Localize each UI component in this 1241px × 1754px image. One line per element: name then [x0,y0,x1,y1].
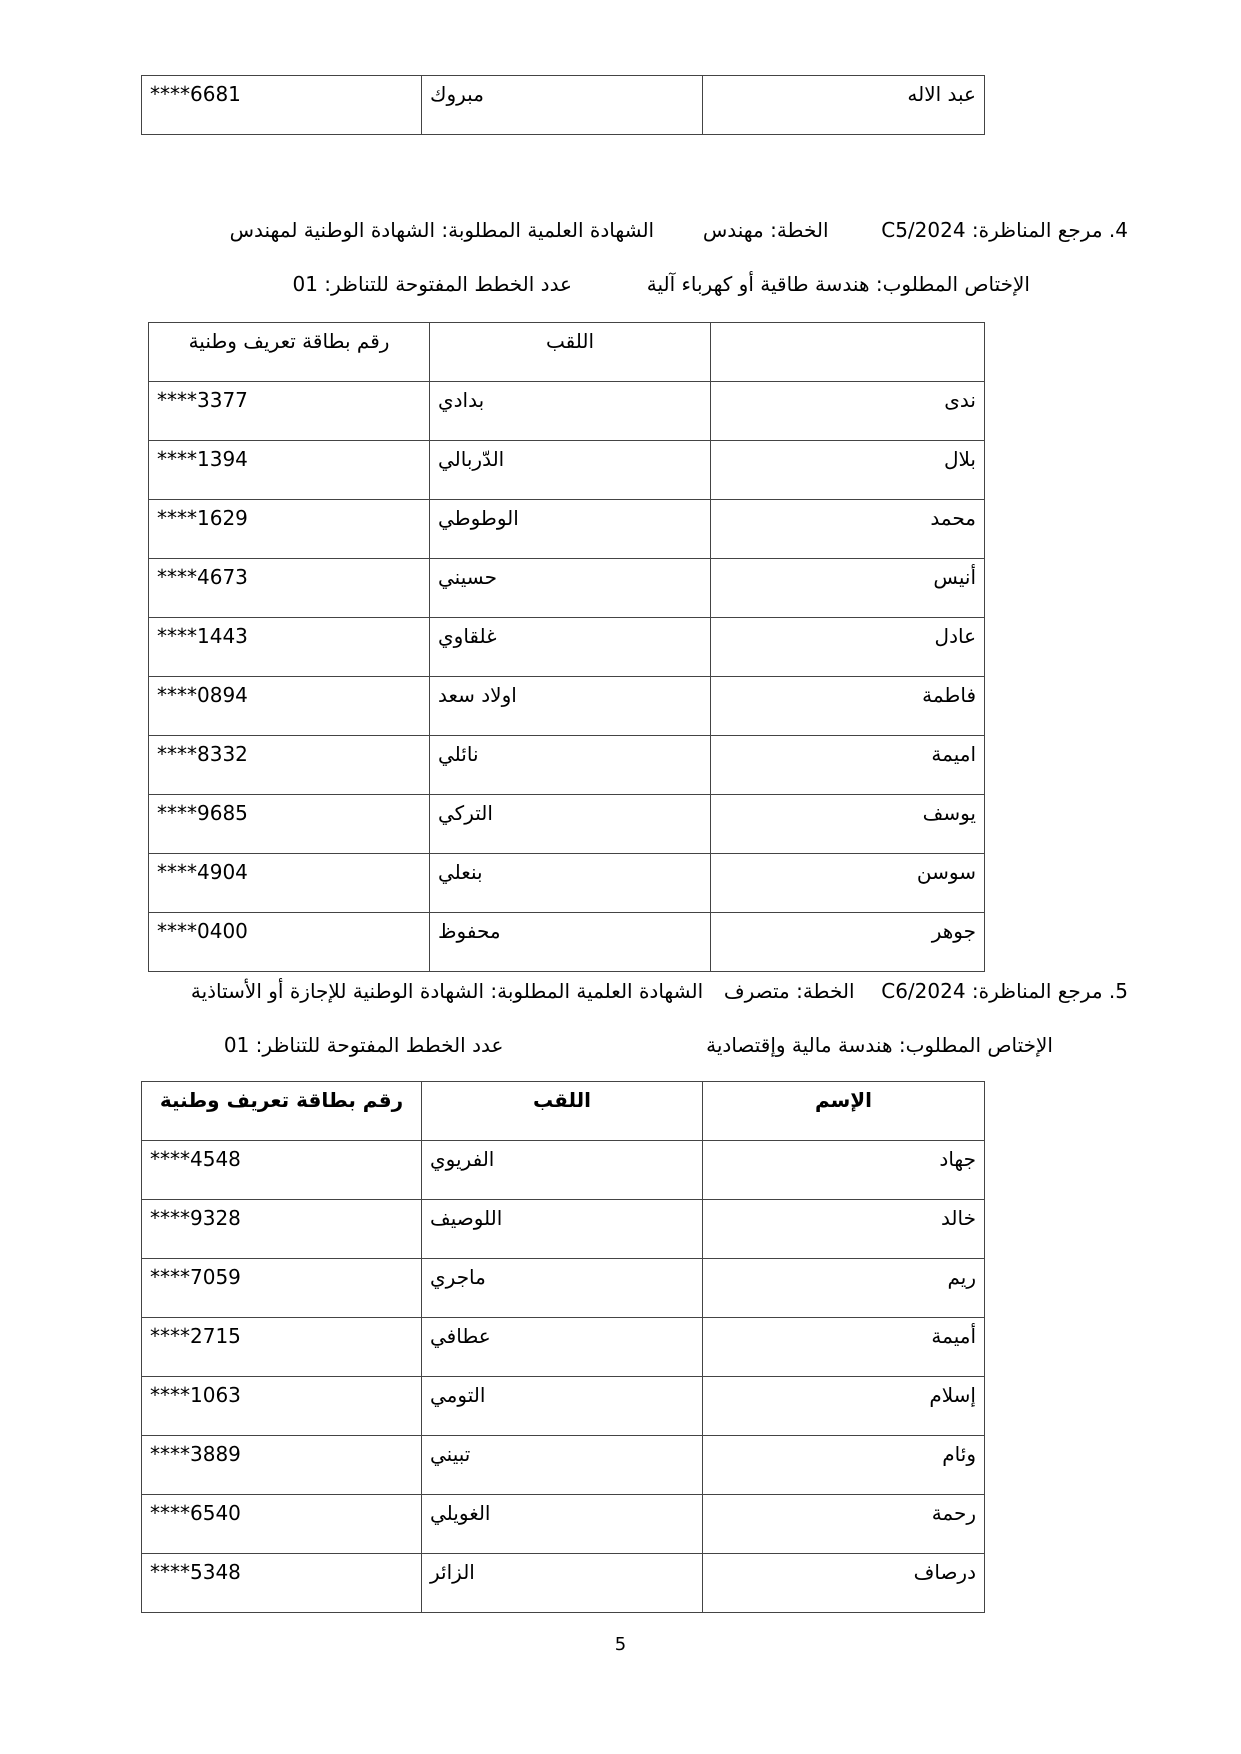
header-id-number: رقم بطاقة تعريف وطنية [149,323,430,382]
cell-id-number: ****0894 [149,677,430,736]
cell-id-number: ****9685 [149,795,430,854]
cell-surname: محفوظ [430,913,711,972]
cell-name: وئام [703,1436,985,1495]
cell-name: ندى [711,382,985,441]
cell-id-number: ****0400 [149,913,430,972]
table-row [149,854,985,913]
cell-surname: ماجري [422,1259,703,1318]
cell-id-number: ****4904 [149,854,430,913]
top-candidates-table [141,75,985,135]
cell-name: اميمة [711,736,985,795]
cell-name: يوسف [711,795,985,854]
cell-name: سوسن [711,854,985,913]
cell-name: بلال [711,441,985,500]
cell-surname: بنعلي [430,854,711,913]
table-row [149,382,985,441]
cell-name: خالد [703,1200,985,1259]
table-row [142,1259,985,1318]
header-surname: اللقب [422,1082,703,1141]
cell-id-number: ****4673 [149,559,430,618]
cell-id-number: ****3377 [149,382,430,441]
table-row [149,736,985,795]
cell-name: إسلام [703,1377,985,1436]
table-row [149,677,985,736]
table-row [142,1318,985,1377]
cell-id-number: ****1394 [149,441,430,500]
cell-surname: التركي [430,795,711,854]
cell-surname: التومي [422,1377,703,1436]
cell-name: أميمة [703,1318,985,1377]
cell-surname: بدادي [430,382,711,441]
cell-id-number: ****9328 [142,1200,422,1259]
cell-surname: الوطوطي [430,500,711,559]
section5-number: 5. [1108,979,1128,1003]
cell-surname: غلقاوي [430,618,711,677]
section5-open-plans: عدد الخطط المفتوحة للتناظر: 01 [223,1033,504,1057]
cell-surname: اولاد سعد [430,677,711,736]
header-id-number: رقم بطاقة تعريف وطنية [142,1082,422,1141]
cell-name: رحمة [703,1495,985,1554]
section4-ref-label: مرجع المناظرة: [971,218,1103,242]
section4-subheading [210,272,1030,296]
cell-id-number: ****3889 [142,1436,422,1495]
cell-id-number: ****7059 [142,1259,422,1318]
cell-id-number: ****1063 [142,1377,422,1436]
table-row [149,913,985,972]
cell-name: أنيس [711,559,985,618]
cell-id-number: ****8332 [149,736,430,795]
table-row [142,1200,985,1259]
section5-subheading [150,1033,1053,1057]
table-row [142,76,985,135]
header-name [711,323,985,382]
cell-id-number: ****1629 [149,500,430,559]
cell-name: محمد [711,500,985,559]
section4-heading [136,218,1128,242]
section4-degree: الشهادة العلمية المطلوبة: الشهادة الوطنية لمهندس [229,218,655,242]
cell-name: ريم [703,1259,985,1318]
cell-id-number: ****6540 [142,1495,422,1554]
cell-surname: الغويلي [422,1495,703,1554]
section5-plan: الخطة: متصرف [723,979,855,1003]
table-header-row [142,1082,985,1141]
cell-surname: مبروك [422,76,703,135]
section4-number: 4. [1108,218,1128,242]
section5-candidates-table [141,1081,985,1613]
section5-table-body [142,1082,985,1613]
cell-surname: الدّربالي [430,441,711,500]
top-table-body [142,76,985,135]
cell-surname: حسيني [430,559,711,618]
header-surname: اللقب [430,323,711,382]
cell-name: درصاف [703,1554,985,1613]
cell-name: عادل [711,618,985,677]
section4-plan: الخطة: مهندس [702,218,829,242]
section4-table-body [149,323,985,972]
cell-id-number: ****5348 [142,1554,422,1613]
table-row [149,500,985,559]
cell-id-number: ****4548 [142,1141,422,1200]
cell-surname: نائلي [430,736,711,795]
page-number: 5 [614,1634,627,1655]
cell-id-number: ****6681 [142,76,422,135]
cell-name: عبد الاله [703,76,985,135]
table-row [149,618,985,677]
table-row [142,1377,985,1436]
cell-name: فاطمة [711,677,985,736]
section5-specialty: الإختاص المطلوب: هندسة مالية وإقتصادية [706,1033,1053,1057]
section5-ref-label: مرجع المناظرة: [971,979,1103,1003]
section4-specialty: الإختاص المطلوب: هندسة طاقية أو كهرباء آلية [646,272,1030,296]
table-row [142,1554,985,1613]
section5-ref-code: C6/2024 [881,979,966,1003]
table-row [149,795,985,854]
cell-name: جهاد [703,1141,985,1200]
cell-name: جوهر [711,913,985,972]
table-row [149,559,985,618]
table-row [142,1495,985,1554]
header-name: الإسم [703,1082,985,1141]
table-row [142,1436,985,1495]
section5-heading [76,979,1128,1003]
cell-id-number: ****2715 [142,1318,422,1377]
cell-surname: اللوصيف [422,1200,703,1259]
cell-surname: عطافي [422,1318,703,1377]
cell-surname: الزائر [422,1554,703,1613]
section4-candidates-table [148,322,985,972]
section4-ref-code: C5/2024 [881,218,966,242]
cell-surname: الفريوي [422,1141,703,1200]
table-row [142,1141,985,1200]
table-row [149,441,985,500]
section4-open-plans: عدد الخطط المفتوحة للتناظر: 01 [292,272,572,296]
table-header-row [149,323,985,382]
section5-degree: الشهادة العلمية المطلوبة: الشهادة الوطنية للإجازة أو الأستاذية [190,979,704,1003]
cell-surname: تبيني [422,1436,703,1495]
cell-id-number: ****1443 [149,618,430,677]
